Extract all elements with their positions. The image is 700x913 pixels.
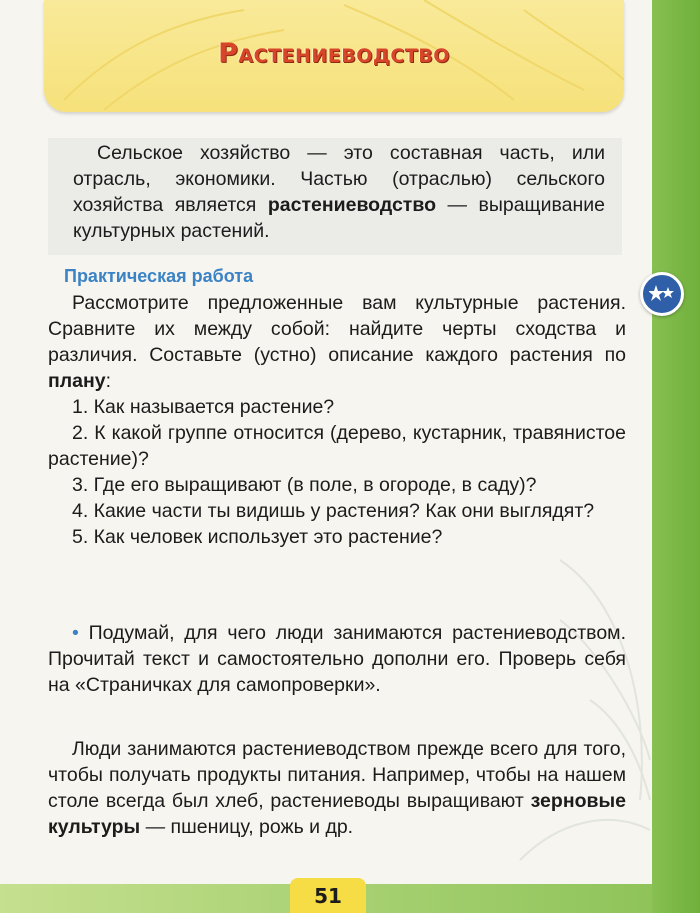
- page-number: 51: [314, 884, 342, 908]
- plan-item: 1. Как называется растение?: [72, 396, 335, 418]
- practical-body: [48, 290, 626, 550]
- plan-item: 3. Где его выращивают (в поле, в огороде, в саду)?: [72, 474, 537, 496]
- title-banner: [44, 0, 624, 112]
- page-number-box: [290, 878, 366, 913]
- intro-bold-term: растениеводство: [267, 194, 436, 216]
- tip-text: Подумай, для чего люди занимаются растениеводством. Прочитай текст и самостоятельно дополни его. Проверь себя на «Страничках для самопроверки».: [48, 622, 626, 696]
- practical-bold-word: плану: [48, 370, 106, 392]
- plan-item: 5. Как человек использует это растение?: [72, 526, 443, 548]
- plan-item: 4. Какие части ты видишь у растения? Как они выглядят?: [72, 500, 595, 522]
- stars-icon: [649, 284, 675, 304]
- intro-part2: — выращивание культурных растений.: [73, 194, 605, 242]
- page-title: Растениеводство: [218, 38, 450, 69]
- practical-text2: :: [105, 370, 112, 392]
- star-badge-icon: [640, 272, 684, 316]
- tip-bullet-icon: •: [72, 622, 79, 644]
- intro-text: [73, 140, 605, 244]
- practical-heading: Практическая работа: [64, 266, 254, 286]
- practical-text1: Рассмотрите предложенные вам культурные растения. Сравните их между собой: найдите черты сходства и различия. Составьте (устно) описание каждого растения по: [48, 292, 626, 366]
- closing-part2: — пшеницу, рожь и др.: [140, 816, 354, 838]
- intro-box: [48, 138, 622, 255]
- closing-part1: Люди занимаются растениеводством прежде всего для того, чтобы получать продукты питания. Например, чтобы на нашем столе всегда был хлеб, растениеводы выращивают: [48, 738, 626, 812]
- closing-bold-term: зерновые культуры: [48, 790, 626, 838]
- intro-part1: Сельское хозяйство — это составная часть, или отрасль, экономики. Частью (отраслью) сельского хозяйства является: [73, 142, 605, 216]
- closing-paragraph: [48, 736, 626, 840]
- plan-item: 2. К какой группе относится (дерево, кустарник, травянистое растение)?: [48, 422, 626, 470]
- tip-paragraph: [48, 620, 626, 698]
